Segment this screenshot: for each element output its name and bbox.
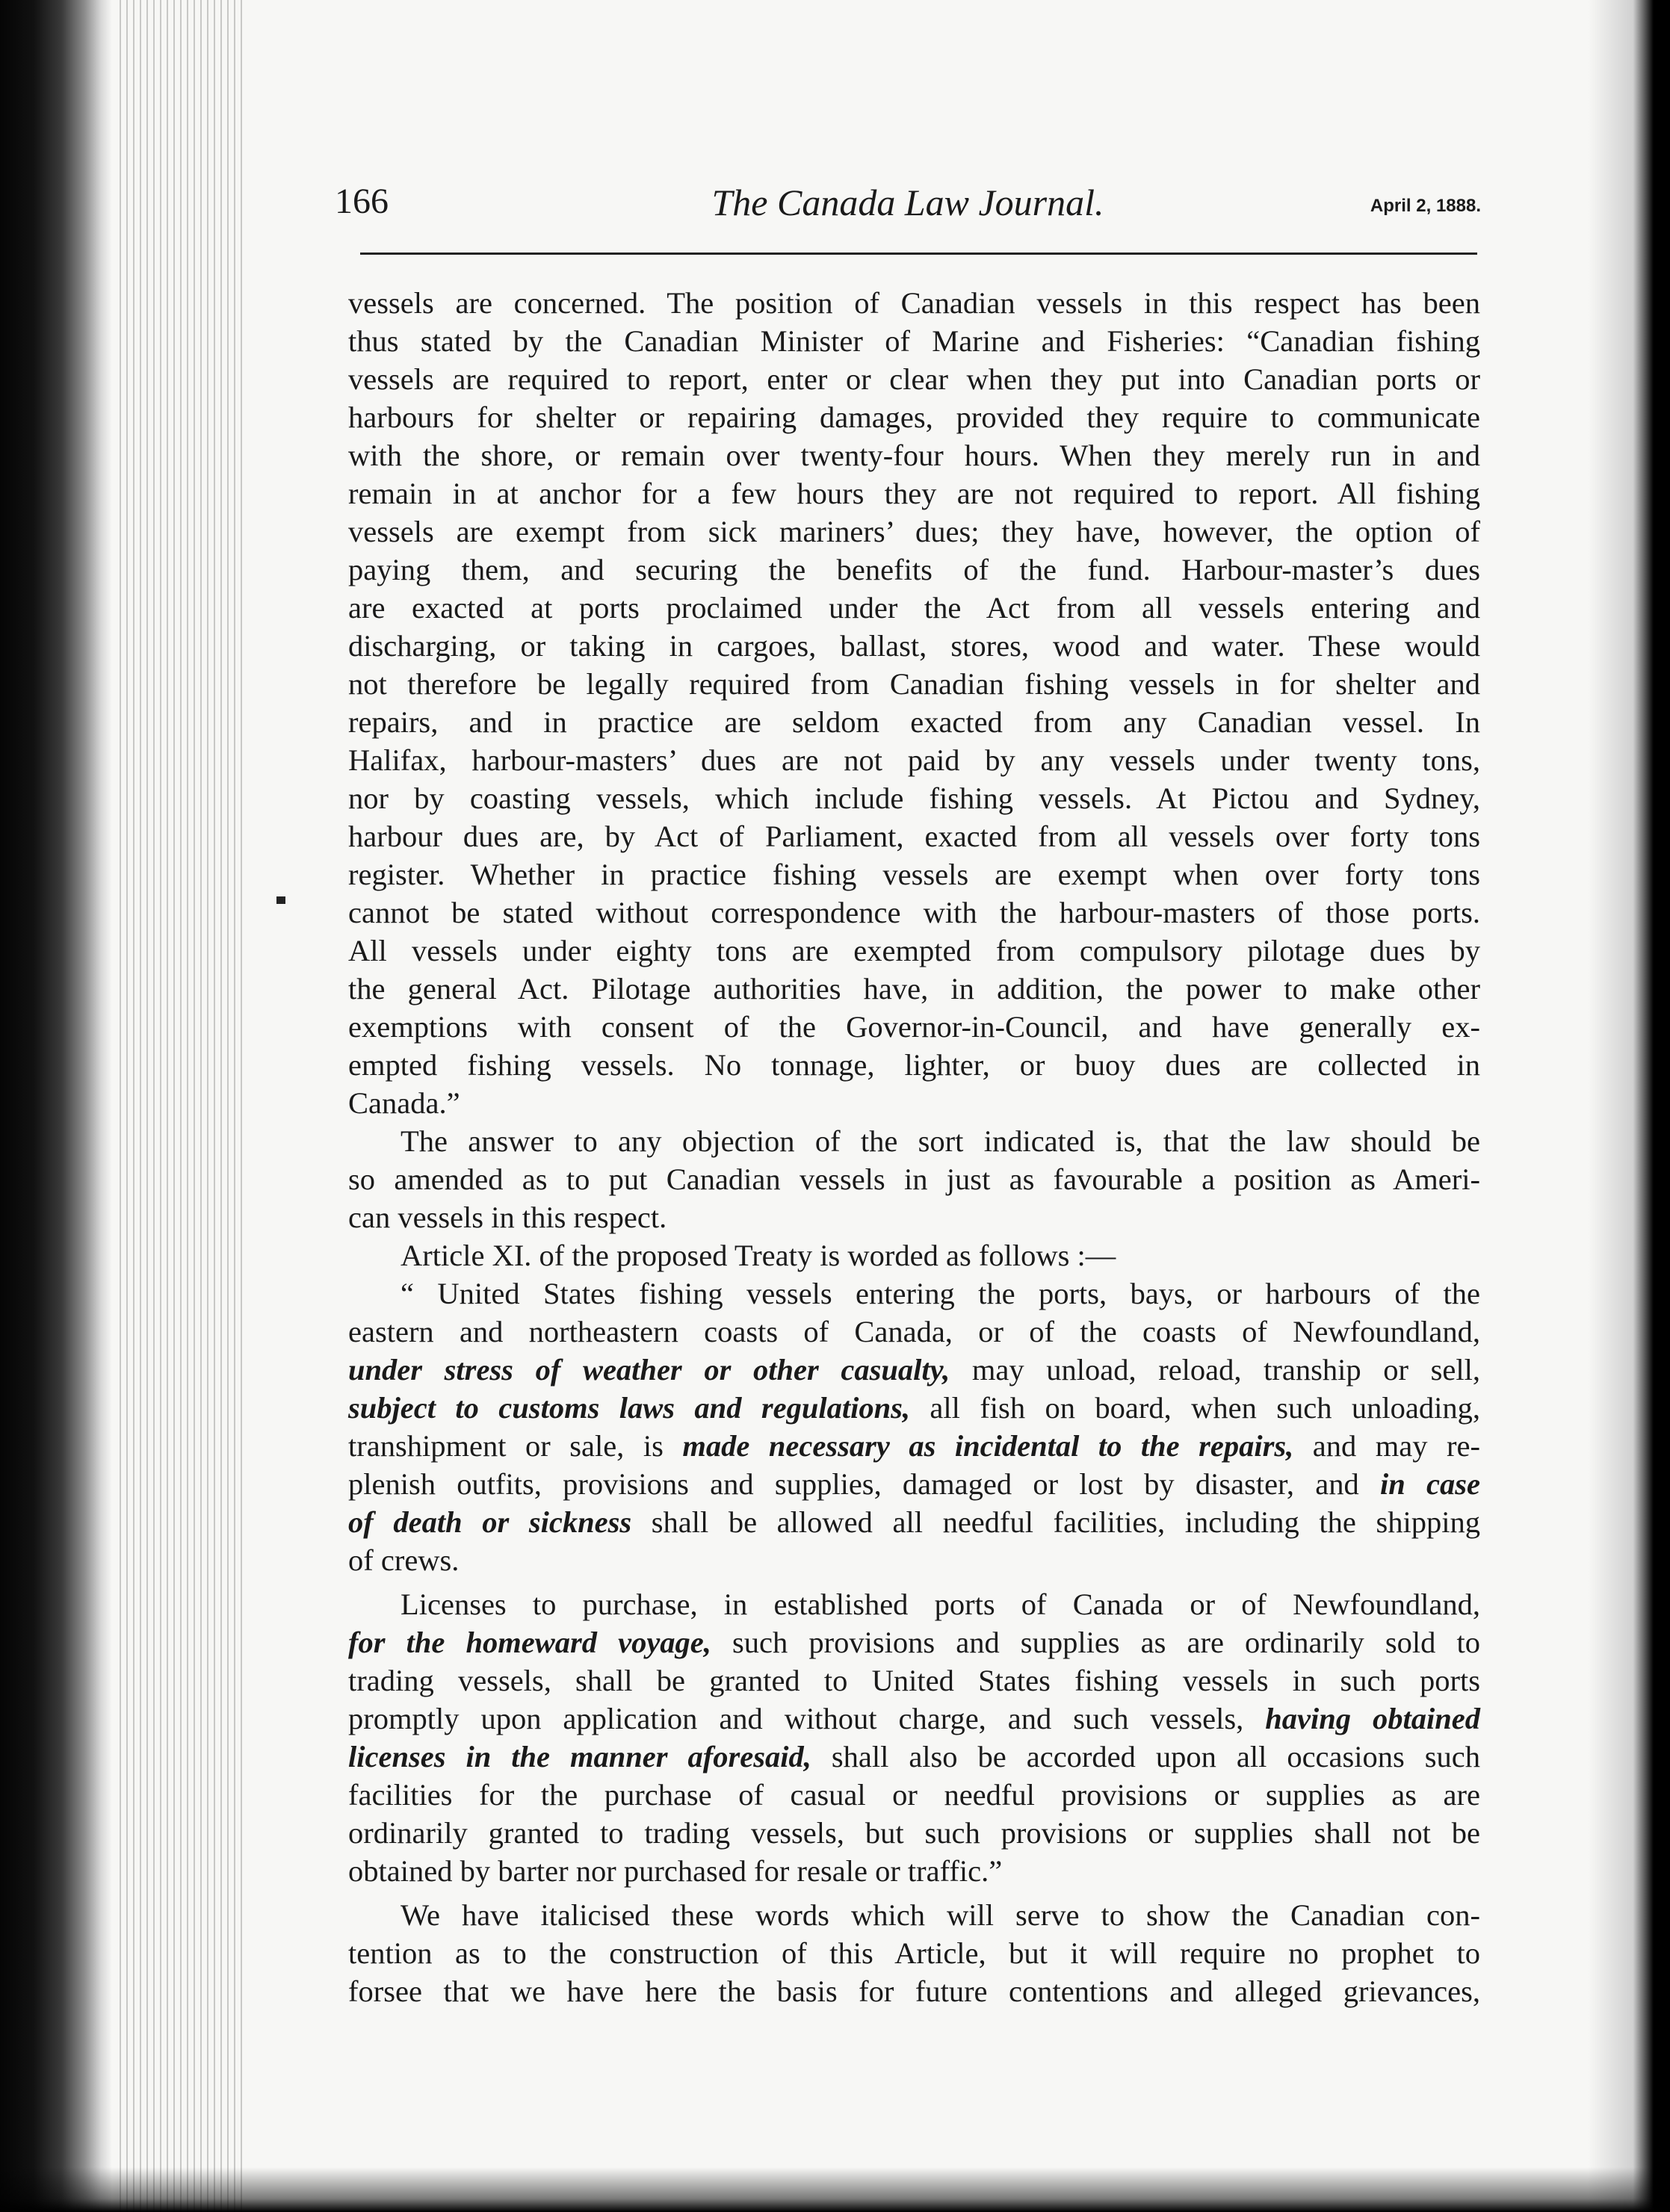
text-line xyxy=(348,1465,1480,1503)
text-segment: may unload, reload, tranship or sell, xyxy=(950,1353,1481,1387)
text-line xyxy=(348,1700,1480,1738)
text-line: remain in at anchor for a few hours they are not required to report. All fishing xyxy=(348,477,1480,510)
text-line: The answer to any objection of the sort indicated is, that the law should be xyxy=(401,1124,1480,1158)
text-line: vessels are concerned. The position of Canadian vessels in this respect has been xyxy=(348,286,1480,320)
text-line: repairs, and in practice are seldom exacted from any Canadian vessel. In xyxy=(348,705,1480,739)
header-rule xyxy=(360,253,1477,255)
spine-texture xyxy=(120,0,247,2212)
text-line xyxy=(348,1738,1480,1776)
text-line: exemptions with consent of the Governor-in-Council, and have generally ex- xyxy=(348,1010,1480,1044)
text-line: so amended as to put Canadian vessels in just as favourable a position as Ameri- xyxy=(348,1162,1480,1196)
article-body xyxy=(348,284,1480,2010)
text-line: tention as to the construction of this Article, but it will require no prophet to xyxy=(348,1936,1480,1970)
text-line: cannot be stated without correspondence with the harbour-masters of those ports. xyxy=(348,896,1480,929)
text-line: thus stated by the Canadian Minister of Marine and Fisheries: “Canadian fishing xyxy=(348,324,1480,358)
text-line: Canada.” xyxy=(348,1086,460,1120)
text-segment: and may re- xyxy=(1293,1429,1480,1463)
text-segment: plenish outfits, provisions and supplies, damaged or lost by disaster, and xyxy=(348,1467,1380,1501)
journal-title: The Canada Law Journal. xyxy=(711,182,1104,223)
text-line: harbour dues are, by Act of Parliament, exacted from all vessels over forty tons xyxy=(348,820,1480,853)
italic-phrase: for the homeward voyage, xyxy=(348,1626,711,1659)
right-page-edge xyxy=(1588,0,1670,2212)
text-line: facilities for the purchase of casual or needful provisions or supplies as are xyxy=(348,1778,1480,1812)
text-segment: promptly upon application and without charge, and such vessels, xyxy=(348,1702,1266,1735)
text-line: harbours for shelter or repairing damages, provided they require to communicate xyxy=(348,400,1480,434)
text-segment: shall be allowed all needful facilities, including the shipping xyxy=(631,1505,1480,1539)
text-line: obtained by barter nor purchased for resale or traffic.” xyxy=(348,1854,1003,1888)
text-line: discharging, or taking in cargoes, ballast, stores, wood and water. These would xyxy=(348,629,1480,663)
text-line: eastern and northeastern coasts of Canada, or of the coasts of Newfoundland, xyxy=(348,1315,1480,1348)
italic-phrase: of death or sickness xyxy=(348,1505,632,1539)
text-line: forsee that we have here the basis for future contentions and alleged grievances, xyxy=(348,1974,1480,2008)
italic-phrase: licenses in the manner aforesaid, xyxy=(348,1740,811,1773)
text-segment: transhipment or sale, is xyxy=(348,1429,683,1463)
text-line xyxy=(348,1427,1480,1465)
text-line: empted fishing vessels. No tonnage, lighter, or buoy dues are collected in xyxy=(348,1048,1480,1082)
italic-phrase: made necessary as incidental to the repairs, xyxy=(682,1429,1294,1463)
book-binding-shadow xyxy=(0,0,112,2212)
text-line: nor by coasting vessels, which include fishing vessels. At Pictou and Sydney, xyxy=(348,781,1480,815)
bottom-page-edge xyxy=(0,2167,1670,2212)
italic-phrase: under stress of weather or other casualty, xyxy=(348,1353,950,1387)
italic-phrase: subject to customs laws and regulations, xyxy=(348,1391,911,1425)
text-line: trading vessels, shall be granted to United States fishing vessels in such ports xyxy=(348,1664,1480,1697)
italic-phrase: having obtained xyxy=(1265,1702,1480,1735)
margin-mark xyxy=(276,896,285,904)
page-number: 166 xyxy=(335,182,389,221)
text-line: are exacted at ports proclaimed under the Act from all vessels entering and xyxy=(348,591,1480,625)
text-line: paying them, and securing the benefits of the fund. Harbour-master’s dues xyxy=(348,553,1480,586)
text-segment: shall also be accorded upon all occasions such xyxy=(811,1740,1481,1773)
text-line: vessels are required to report, enter or clear when they put into Canadian ports or xyxy=(348,362,1480,396)
text-segment: such provisions and supplies as are ordinarily sold to xyxy=(711,1626,1480,1659)
text-line: the general Act. Pilotage authorities have, in addition, the power to make other xyxy=(348,972,1480,1006)
issue-date: April 2, 1888. xyxy=(1370,196,1481,216)
text-segment: all fish on board, when such unloading, xyxy=(910,1391,1480,1425)
text-line: We have italicised these words which will serve to show the Canadian con- xyxy=(401,1898,1480,1932)
italic-phrase: in case xyxy=(1380,1467,1480,1501)
text-line xyxy=(348,1503,1480,1541)
text-line: register. Whether in practice fishing vessels are exempt when over forty tons xyxy=(348,858,1480,891)
running-header xyxy=(335,181,1481,233)
text-line xyxy=(348,1389,1480,1427)
text-line: vessels are exempt from sick mariners’ dues; they have, however, the option of xyxy=(348,515,1480,548)
text-line: with the shore, or remain over twenty-four hours. When they merely run in and xyxy=(348,439,1480,472)
text-line xyxy=(348,1623,1480,1661)
text-line: “ United States fishing vessels entering the ports, bays, or harbours of the xyxy=(401,1277,1480,1310)
text-line: ordinarily granted to trading vessels, but such provisions or supplies shall not be xyxy=(348,1816,1480,1850)
text-line: of crews. xyxy=(348,1543,460,1577)
text-line xyxy=(348,1351,1480,1389)
text-line: Licenses to purchase, in established ports of Canada or of Newfoundland, xyxy=(401,1587,1480,1621)
text-line: can vessels in this respect. xyxy=(348,1201,667,1234)
text-line: All vessels under eighty tons are exempted from compulsory pilotage dues by xyxy=(348,934,1480,967)
text-line: Halifax, harbour-masters’ dues are not paid by any vessels under twenty tons, xyxy=(348,743,1480,777)
text-line: not therefore be legally required from Canadian fishing vessels in for shelter and xyxy=(348,667,1480,701)
text-line: Article XI. of the proposed Treaty is worded as follows :— xyxy=(401,1239,1116,1272)
